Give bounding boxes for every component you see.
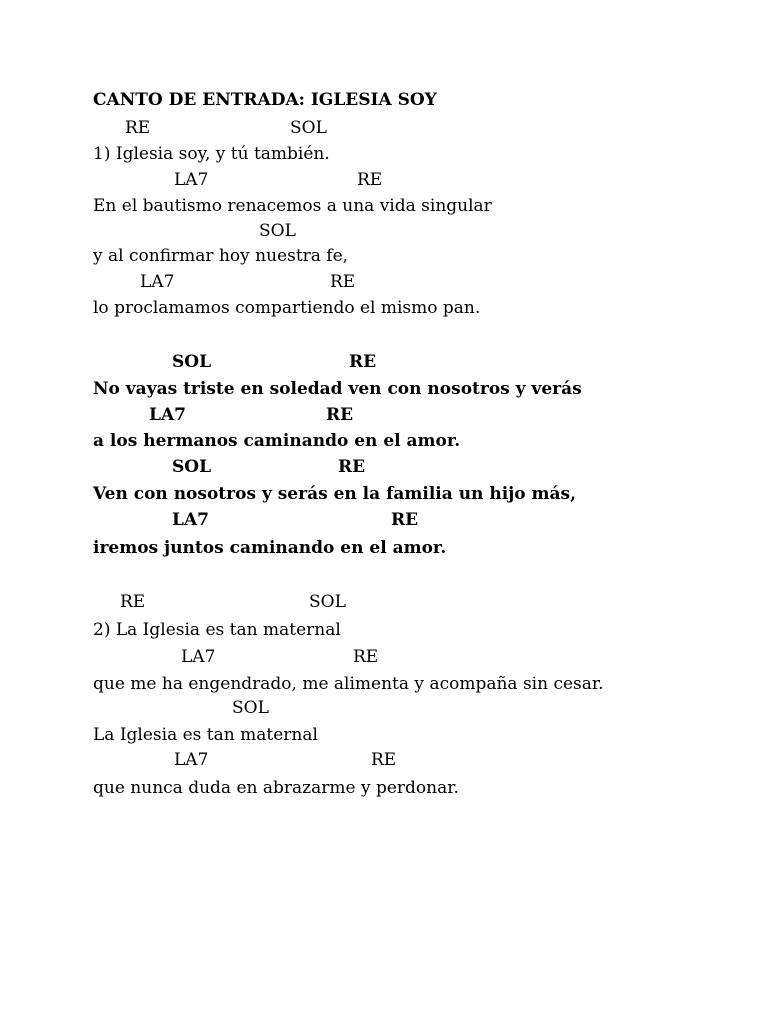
chord: RE xyxy=(125,118,151,138)
chord: SOL xyxy=(172,457,212,477)
chord: SOL xyxy=(232,698,269,718)
lyric-line: 2) La Iglesia es tan maternal xyxy=(93,620,341,640)
lyric-line: que me ha engendrado, me alimenta y acompaña sin cesar. xyxy=(93,674,604,694)
chord: RE xyxy=(357,170,383,190)
lyric-line: y al confirmar hoy nuestra fe, xyxy=(93,246,349,266)
chord: LA7 xyxy=(174,170,209,190)
lyric-line: 1) Iglesia soy, y tú también. xyxy=(93,144,330,164)
chord: RE xyxy=(391,510,419,530)
chord: SOL xyxy=(172,352,212,372)
chord: SOL xyxy=(309,592,346,612)
chord: LA7 xyxy=(172,510,209,530)
chord: LA7 xyxy=(181,647,216,667)
chord: RE xyxy=(330,272,356,292)
lyric-line: En el bautismo renacemos a una vida singular xyxy=(93,196,492,216)
chord: RE xyxy=(371,750,397,770)
lyric-line: No vayas triste en soledad ven con nosotros y verás xyxy=(93,379,582,399)
chord: RE xyxy=(353,647,379,667)
song-title: CANTO DE ENTRADA: IGLESIA SOY xyxy=(93,90,437,110)
chord: LA7 xyxy=(149,405,186,425)
lyric-line: a los hermanos caminando en el amor. xyxy=(93,431,461,451)
lyric-line: iremos juntos caminando en el amor. xyxy=(93,538,447,558)
lyric-line: lo proclamamos compartiendo el mismo pan. xyxy=(93,298,481,318)
chord: RE xyxy=(338,457,366,477)
chord: LA7 xyxy=(174,750,209,770)
chord: RE xyxy=(120,592,146,612)
chord: RE xyxy=(326,405,354,425)
lyric-line: que nunca duda en abrazarme y perdonar. xyxy=(93,778,459,798)
chord: SOL xyxy=(259,221,296,241)
chord: LA7 xyxy=(140,272,175,292)
lyric-line: Ven con nosotros y serás en la familia un hijo más, xyxy=(93,484,577,504)
chord: SOL xyxy=(290,118,327,138)
lyric-line: La Iglesia es tan maternal xyxy=(93,725,318,745)
chord: RE xyxy=(349,352,377,372)
